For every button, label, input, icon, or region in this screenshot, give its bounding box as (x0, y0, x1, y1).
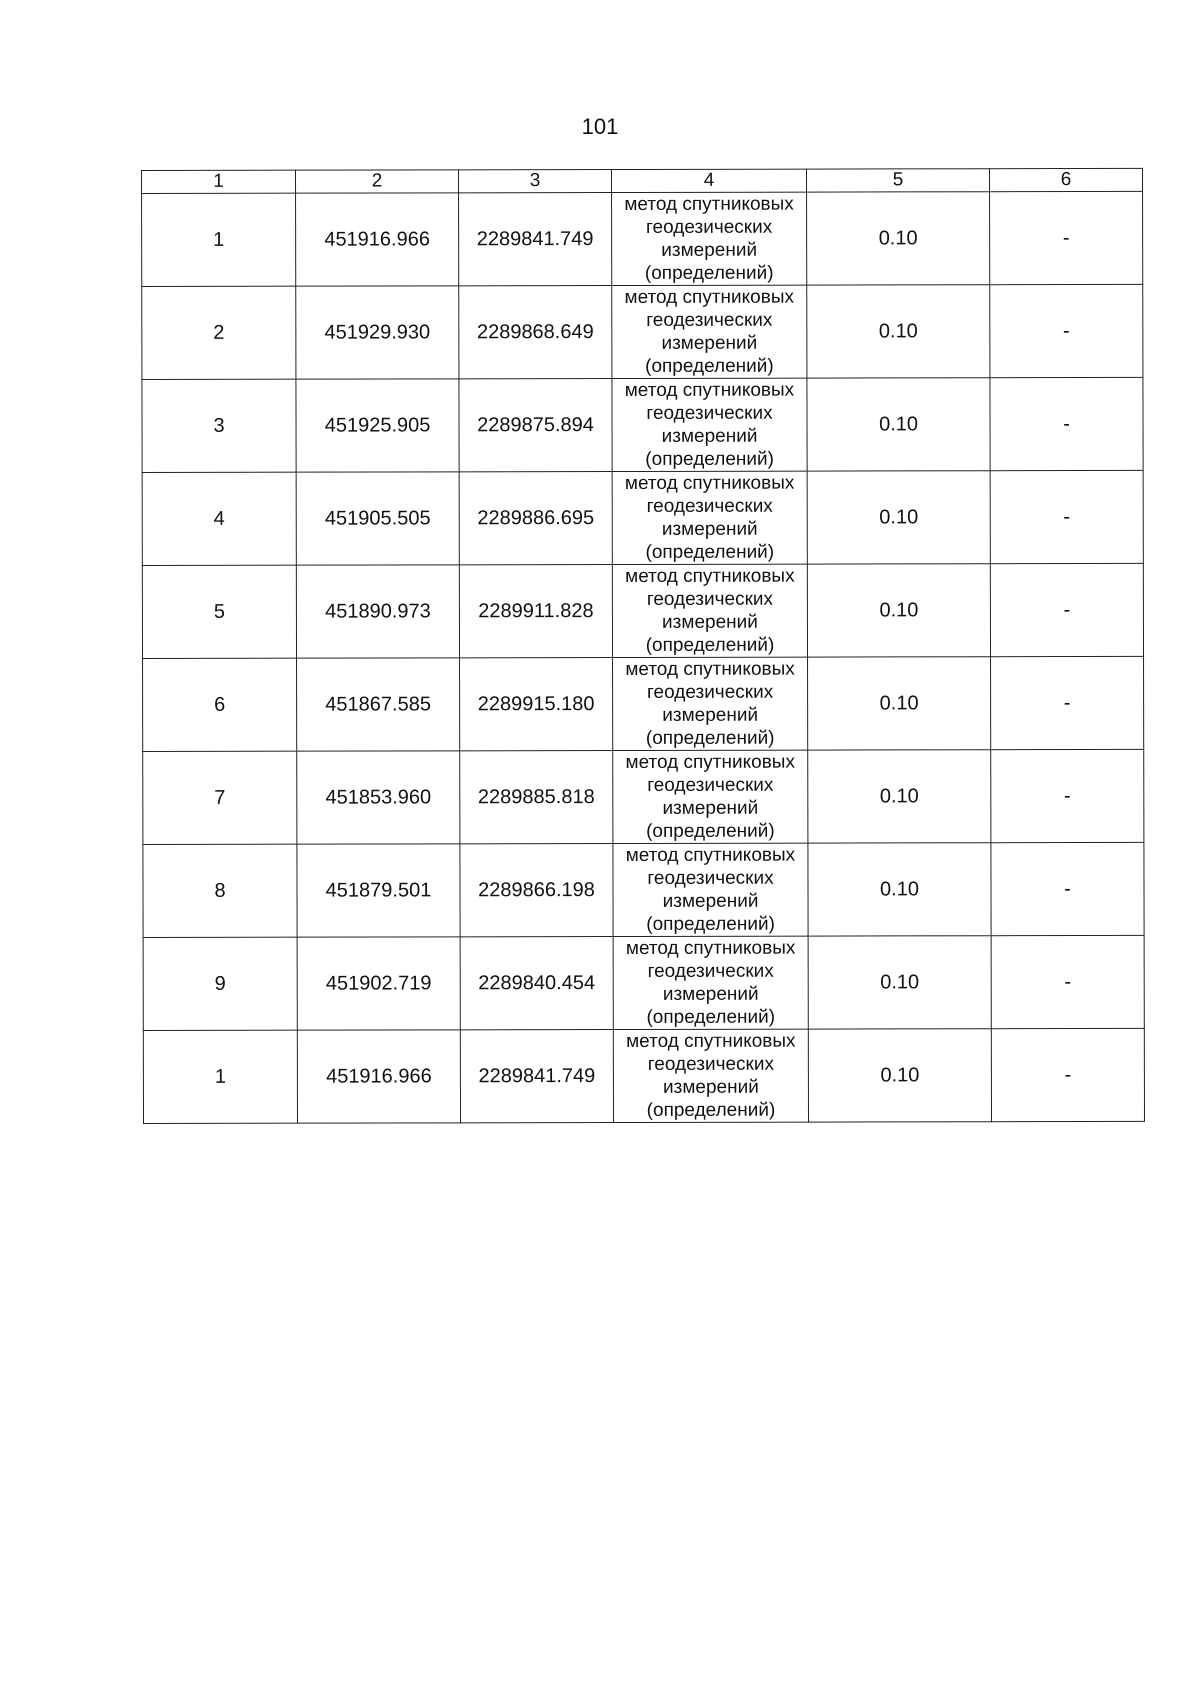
column-header-x: 2 (296, 170, 459, 193)
cell-accuracy: 0.10 (807, 471, 990, 564)
cell-point: 9 (143, 937, 297, 1030)
cell-point: 1 (142, 193, 296, 286)
cell-x: 451905.505 (296, 472, 459, 565)
cell-accuracy: 0.10 (807, 378, 990, 471)
cell-method: метод спутниковых геодезических измерений (определений) (612, 285, 807, 378)
cell-accuracy: 0.10 (807, 192, 990, 285)
column-header-y: 3 (459, 170, 612, 193)
cell-x: 451867.585 (297, 658, 460, 751)
cell-method: метод спутниковых геодезических измерений (определений) (613, 1029, 808, 1122)
table-header-row (142, 168, 1143, 193)
cell-y: 2289841.749 (460, 1030, 613, 1123)
table-body (142, 191, 1145, 1123)
cell-accuracy: 0.10 (808, 657, 991, 750)
cell-description: - (990, 377, 1143, 470)
column-header-point: 1 (142, 170, 296, 193)
cell-description: - (990, 563, 1143, 656)
cell-point: 6 (143, 658, 297, 751)
table-row (142, 191, 1143, 286)
cell-method: метод спутниковых геодезических измерений (определений) (613, 657, 808, 750)
cell-accuracy: 0.10 (808, 750, 991, 843)
table-row (142, 377, 1143, 472)
cell-method: метод спутниковых геодезических измерений (определений) (612, 564, 807, 657)
cell-x: 451902.719 (297, 937, 460, 1030)
cell-method: метод спутниковых геодезических измерений (определений) (613, 843, 808, 936)
page-number: 101 (581, 114, 619, 139)
cell-description: - (990, 470, 1143, 563)
cell-accuracy: 0.10 (808, 1029, 991, 1122)
cell-x: 451916.966 (297, 1030, 460, 1123)
table-row (143, 842, 1144, 937)
cell-x: 451916.966 (296, 193, 459, 286)
cell-x: 451929.930 (296, 286, 459, 379)
cell-y: 2289915.180 (460, 658, 613, 751)
table-row (142, 470, 1143, 565)
cell-method: метод спутниковых геодезических измерений (определений) (612, 471, 807, 564)
cell-point: 1 (143, 1030, 297, 1123)
cell-method: метод спутниковых геодезических измерений (определений) (612, 378, 807, 471)
cell-y: 2289886.695 (459, 472, 612, 565)
cell-x: 451890.973 (296, 565, 459, 658)
cell-method: метод спутниковых геодезических измерений (определений) (612, 192, 807, 285)
cell-y: 2289911.828 (459, 565, 612, 658)
table-row (143, 935, 1144, 1030)
table-row (142, 563, 1143, 658)
cell-point: 4 (142, 472, 296, 565)
cell-description: - (991, 749, 1144, 842)
cell-y: 2289875.894 (459, 379, 612, 472)
cell-point: 5 (142, 565, 296, 658)
cell-point: 8 (143, 844, 297, 937)
cell-point: 2 (142, 286, 296, 379)
cell-y: 2289868.649 (459, 286, 612, 379)
table-row (143, 749, 1144, 844)
column-header-accuracy: 5 (806, 169, 989, 192)
cell-y: 2289840.454 (460, 937, 613, 1030)
cell-x: 451853.960 (297, 751, 460, 844)
cell-description: - (991, 1028, 1144, 1121)
cell-accuracy: 0.10 (808, 843, 991, 936)
cell-description: - (991, 656, 1144, 749)
table-row (142, 284, 1143, 379)
cell-y: 2289885.818 (460, 751, 613, 844)
cell-y: 2289866.198 (460, 844, 613, 937)
cell-accuracy: 0.10 (807, 564, 990, 657)
cell-description: - (991, 935, 1144, 1028)
cell-method: метод спутниковых геодезических измерений (определений) (613, 936, 808, 1029)
cell-x: 451879.501 (297, 844, 460, 937)
cell-accuracy: 0.10 (808, 936, 991, 1029)
table-row (143, 1028, 1144, 1123)
cell-point: 7 (143, 751, 297, 844)
column-header-description: 6 (989, 168, 1142, 191)
cell-method: метод спутниковых геодезических измерений (определений) (613, 750, 808, 843)
cell-description: - (990, 191, 1143, 284)
cell-point: 3 (142, 379, 296, 472)
cell-accuracy: 0.10 (807, 285, 990, 378)
cell-x: 451925.905 (296, 379, 459, 472)
table-row (143, 656, 1144, 751)
cell-y: 2289841.749 (459, 193, 612, 286)
cell-description: - (991, 842, 1144, 935)
cell-description: - (990, 284, 1143, 377)
column-header-method: 4 (612, 169, 807, 192)
coordinates-table (141, 168, 1145, 1124)
